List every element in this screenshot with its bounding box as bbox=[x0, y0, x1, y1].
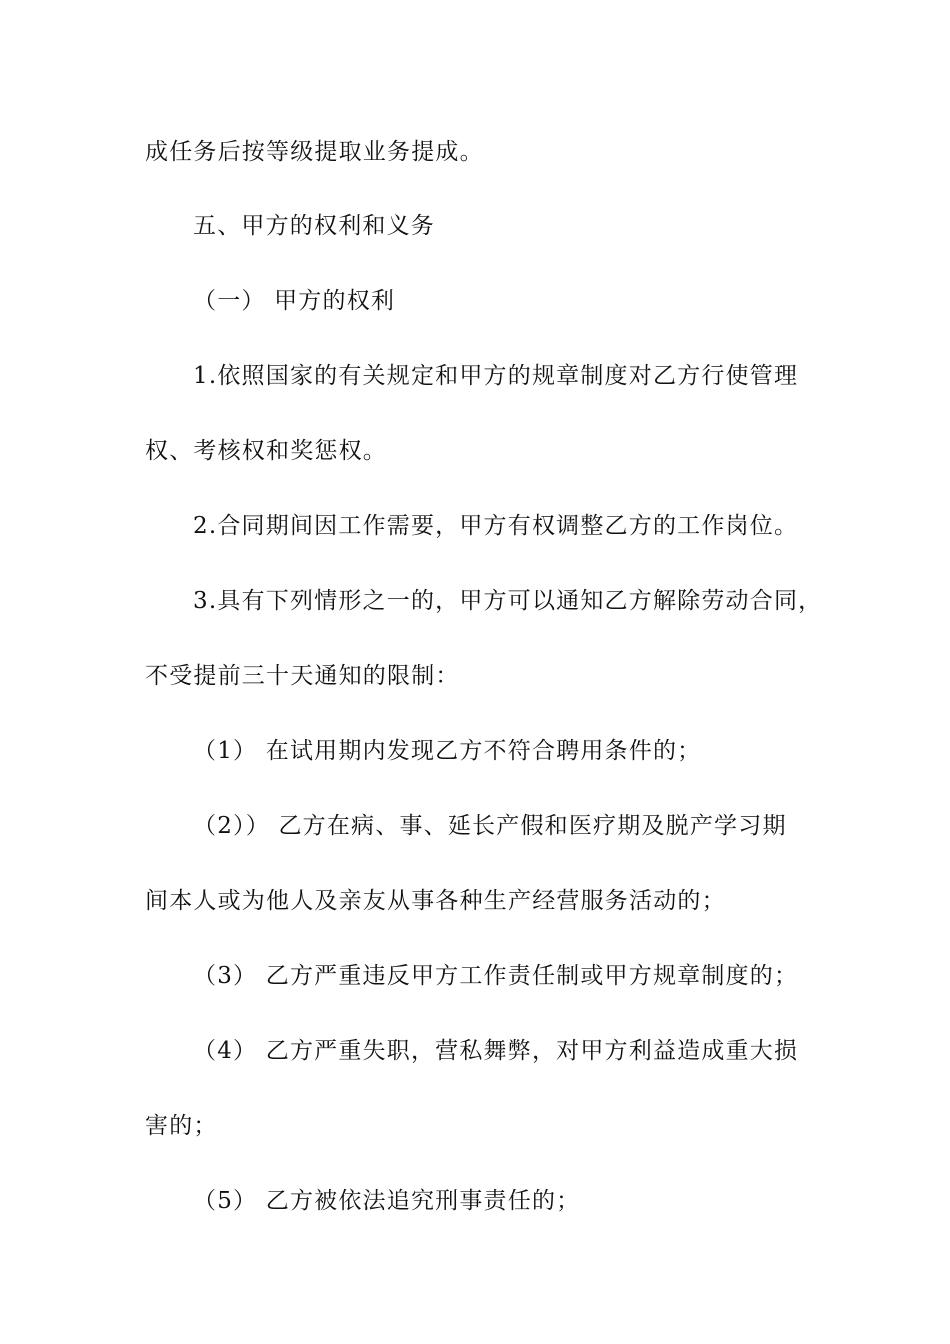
list-item: （4） 乙方严重失职，营私舞弊，对甲方利益造成重大损 bbox=[193, 1038, 799, 1064]
section-heading: 五、甲方的权利和义务 bbox=[193, 213, 435, 239]
text-line: 间本人或为他人及亲友从事各种生产经营服务活动的； bbox=[145, 888, 726, 914]
text-line: 不受提前三十天通知的限制： bbox=[145, 663, 460, 689]
list-item: （1） 在试用期内发现乙方不符合聘用条件的； bbox=[193, 738, 702, 764]
text-line: 权、考核权和奖惩权。 bbox=[145, 438, 387, 464]
text-line: 害的； bbox=[145, 1113, 218, 1139]
list-item: （3） 乙方严重违反甲方工作责任制或甲方规章制度的； bbox=[193, 963, 799, 989]
subsection-heading: （一） 甲方的权利 bbox=[193, 288, 396, 314]
text-line: 1.依照国家的有关规定和甲方的规章制度对乙方行使管理 bbox=[193, 363, 799, 389]
text-line: 成任务后按等级提取业务提成。 bbox=[145, 139, 484, 165]
list-item: （5） 乙方被依法追究刑事责任的； bbox=[193, 1188, 581, 1214]
text-line: 2.合同期间因工作需要，甲方有权调整乙方的工作岗位。 bbox=[193, 513, 799, 539]
text-line: 3.具有下列情形之一的，甲方可以通知乙方解除劳动合同， bbox=[193, 588, 823, 614]
list-item: （2）） 乙方在病、事、延长产假和医疗期及脱产学习期 bbox=[193, 813, 787, 839]
